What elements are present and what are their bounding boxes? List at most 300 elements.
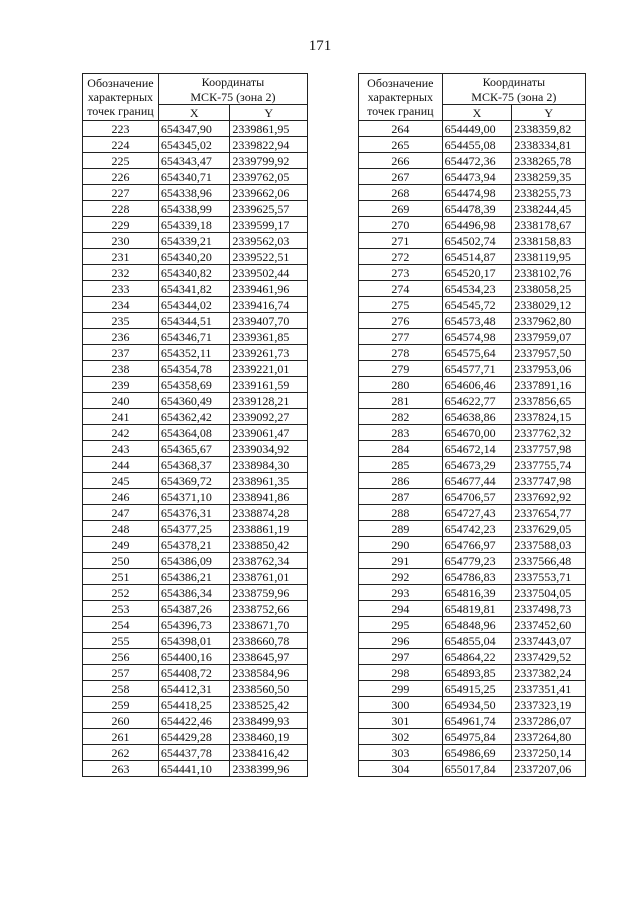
x-coordinate: 654368,37 [158,457,230,473]
point-number: 231 [83,249,159,265]
table-row [359,441,586,457]
x-coordinate: 654418,25 [158,697,230,713]
x-coordinate: 654727,43 [442,505,512,521]
x-coordinate: 654706,57 [442,489,512,505]
x-coordinate: 654358,69 [158,377,230,393]
coordinates-table-left [82,73,308,777]
point-number: 228 [83,201,159,217]
y-coordinate: 2338861,19 [230,521,308,537]
y-coordinate: 2339128,21 [230,393,308,409]
x-coordinate: 654473,94 [442,169,512,185]
point-number: 242 [83,425,159,441]
y-coordinate: 2337654,77 [512,505,586,521]
table-row [83,137,308,153]
table-row [83,761,308,777]
point-number: 283 [359,425,443,441]
x-coordinate: 654672,14 [442,441,512,457]
y-coordinate: 2338029,12 [512,297,586,313]
x-coordinate: 654362,42 [158,409,230,425]
x-coordinate: 654575,64 [442,345,512,361]
point-number: 230 [83,233,159,249]
y-coordinate: 2338058,25 [512,281,586,297]
y-coordinate: 2339407,70 [230,313,308,329]
table-row [83,681,308,697]
point-number: 268 [359,185,443,201]
point-number: 265 [359,137,443,153]
y-coordinate: 2339261,73 [230,345,308,361]
table-row [359,617,586,633]
table-row [359,713,586,729]
x-coordinate: 654400,16 [158,649,230,665]
y-coordinate: 2338584,96 [230,665,308,681]
table-row [83,585,308,601]
table-row [359,233,586,249]
y-coordinate: 2338460,19 [230,729,308,745]
x-coordinate: 654365,67 [158,441,230,457]
x-coordinate: 654386,21 [158,569,230,585]
header-x: X [442,105,512,121]
table-row [359,697,586,713]
y-coordinate: 2339221,01 [230,361,308,377]
point-number: 245 [83,473,159,489]
y-coordinate: 2337824,15 [512,409,586,425]
table-row [359,361,586,377]
x-coordinate: 654345,02 [158,137,230,153]
y-coordinate: 2337382,24 [512,665,586,681]
x-coordinate: 654478,39 [442,201,512,217]
point-number: 246 [83,489,159,505]
point-number: 286 [359,473,443,489]
x-coordinate: 654412,31 [158,681,230,697]
point-number: 257 [83,665,159,681]
x-coordinate: 654422,46 [158,713,230,729]
table-row [83,201,308,217]
table-row [359,569,586,585]
point-number: 263 [83,761,159,777]
table-row [359,121,586,137]
y-coordinate: 2338759,96 [230,585,308,601]
x-coordinate: 654986,69 [442,745,512,761]
y-coordinate: 2339061,47 [230,425,308,441]
table-row [359,377,586,393]
point-number: 229 [83,217,159,233]
point-number: 297 [359,649,443,665]
x-coordinate: 654340,71 [158,169,230,185]
x-coordinate: 654376,31 [158,505,230,521]
x-coordinate: 654520,17 [442,265,512,281]
point-number: 264 [359,121,443,137]
table-row [359,665,586,681]
point-number: 254 [83,617,159,633]
table-row [359,457,586,473]
y-coordinate: 2339625,57 [230,201,308,217]
point-number: 301 [359,713,443,729]
y-coordinate: 2338560,50 [230,681,308,697]
x-coordinate: 654545,72 [442,297,512,313]
header-point-designation: Обозначение характерных точек границ [83,74,159,121]
x-coordinate: 654577,71 [442,361,512,377]
point-number: 227 [83,185,159,201]
y-coordinate: 2338762,34 [230,553,308,569]
y-coordinate: 2338874,28 [230,505,308,521]
table-row [359,281,586,297]
point-number: 240 [83,393,159,409]
x-coordinate: 654338,96 [158,185,230,201]
table-row [83,489,308,505]
y-coordinate: 2338850,42 [230,537,308,553]
table-row [359,729,586,745]
table-row [83,665,308,681]
point-number: 293 [359,585,443,601]
point-number: 287 [359,489,443,505]
y-coordinate: 2337629,05 [512,521,586,537]
table-row [359,169,586,185]
point-number: 276 [359,313,443,329]
y-coordinate: 2339034,92 [230,441,308,457]
y-coordinate: 2338941,86 [230,489,308,505]
y-coordinate: 2338671,70 [230,617,308,633]
y-coordinate: 2337762,32 [512,425,586,441]
table-row [359,473,586,489]
x-coordinate: 654396,73 [158,617,230,633]
y-coordinate: 2337953,06 [512,361,586,377]
x-coordinate: 654429,28 [158,729,230,745]
point-number: 295 [359,617,443,633]
page-number: 171 [308,38,332,54]
point-number: 275 [359,297,443,313]
y-coordinate: 2339416,74 [230,297,308,313]
table-row [83,537,308,553]
point-number: 239 [83,377,159,393]
point-number: 234 [83,297,159,313]
y-coordinate: 2337498,73 [512,601,586,617]
x-coordinate: 654915,25 [442,681,512,697]
y-coordinate: 2339822,94 [230,137,308,153]
point-number: 289 [359,521,443,537]
x-coordinate: 654441,10 [158,761,230,777]
table-row [83,697,308,713]
table-row [83,457,308,473]
point-number: 247 [83,505,159,521]
point-number: 304 [359,761,443,777]
table-row [83,265,308,281]
table-row [359,649,586,665]
table-row [83,329,308,345]
y-coordinate: 2338416,42 [230,745,308,761]
point-number: 260 [83,713,159,729]
table-row [359,601,586,617]
point-number: 244 [83,457,159,473]
x-coordinate: 654387,26 [158,601,230,617]
table-row [83,441,308,457]
y-coordinate: 2337351,41 [512,681,586,697]
y-coordinate: 2339522,51 [230,249,308,265]
header-point-designation: Обозначение характерных точек границ [359,74,443,121]
x-coordinate: 654369,72 [158,473,230,489]
y-coordinate: 2338244,45 [512,201,586,217]
x-coordinate: 654677,44 [442,473,512,489]
x-coordinate: 654340,82 [158,265,230,281]
x-coordinate: 654496,98 [442,217,512,233]
table-row [359,585,586,601]
header-x: X [158,105,230,121]
x-coordinate: 654343,47 [158,153,230,169]
x-coordinate: 654893,85 [442,665,512,681]
y-coordinate: 2339861,95 [230,121,308,137]
table-row [83,377,308,393]
table-row [359,761,586,777]
table-row [83,345,308,361]
x-coordinate: 654344,51 [158,313,230,329]
table-row [83,217,308,233]
point-number: 290 [359,537,443,553]
point-number: 252 [83,585,159,601]
header-y: Y [512,105,586,121]
table-row [359,745,586,761]
point-number: 285 [359,457,443,473]
x-coordinate: 654502,74 [442,233,512,249]
point-number: 270 [359,217,443,233]
table-row [83,313,308,329]
point-number: 291 [359,553,443,569]
y-coordinate: 2338984,30 [230,457,308,473]
x-coordinate: 654339,21 [158,233,230,249]
table-row [83,121,308,137]
x-coordinate: 654344,02 [158,297,230,313]
y-coordinate: 2338119,95 [512,249,586,265]
y-coordinate: 2337957,50 [512,345,586,361]
table-row [359,681,586,697]
table-row [83,521,308,537]
y-coordinate: 2339662,06 [230,185,308,201]
y-coordinate: 2337264,80 [512,729,586,745]
x-coordinate: 654364,08 [158,425,230,441]
table-row [359,489,586,505]
x-coordinate: 655017,84 [442,761,512,777]
y-coordinate: 2338334,81 [512,137,586,153]
x-coordinate: 654340,20 [158,249,230,265]
table-row [83,633,308,649]
x-coordinate: 654371,10 [158,489,230,505]
point-number: 281 [359,393,443,409]
table-row [359,201,586,217]
table-row [83,361,308,377]
y-coordinate: 2337323,19 [512,697,586,713]
y-coordinate: 2339092,27 [230,409,308,425]
point-number: 253 [83,601,159,617]
point-number: 237 [83,345,159,361]
x-coordinate: 654573,48 [442,313,512,329]
y-coordinate: 2338359,82 [512,121,586,137]
y-coordinate: 2337755,74 [512,457,586,473]
table-row [359,537,586,553]
table-row [359,297,586,313]
table-row [83,729,308,745]
table-row [83,745,308,761]
y-coordinate: 2337553,71 [512,569,586,585]
y-coordinate: 2337856,65 [512,393,586,409]
y-coordinate: 2338499,93 [230,713,308,729]
point-number: 284 [359,441,443,457]
point-number: 279 [359,361,443,377]
y-coordinate: 2339161,59 [230,377,308,393]
table-row [359,249,586,265]
coordinates-table-right [358,73,586,777]
x-coordinate: 654346,71 [158,329,230,345]
y-coordinate: 2338761,01 [230,569,308,585]
y-coordinate: 2338259,35 [512,169,586,185]
header-y: Y [230,105,308,121]
table-row [83,281,308,297]
point-number: 255 [83,633,159,649]
table-row [83,505,308,521]
x-coordinate: 654339,18 [158,217,230,233]
header-coordinate-system: МСК-75 (зона 2) [442,89,585,105]
table-row [83,297,308,313]
x-coordinate: 654864,22 [442,649,512,665]
point-number: 226 [83,169,159,185]
table-row [359,521,586,537]
y-coordinate: 2338399,96 [230,761,308,777]
point-number: 236 [83,329,159,345]
table-row [83,169,308,185]
point-number: 243 [83,441,159,457]
header-coordinate-system: МСК-75 (зона 2) [158,89,307,105]
point-number: 274 [359,281,443,297]
x-coordinate: 654574,98 [442,329,512,345]
y-coordinate: 2337757,98 [512,441,586,457]
point-number: 241 [83,409,159,425]
header-coordinates: Координаты [158,74,307,90]
x-coordinate: 654816,39 [442,585,512,601]
table-row [83,233,308,249]
point-number: 277 [359,329,443,345]
point-number: 238 [83,361,159,377]
x-coordinate: 654786,83 [442,569,512,585]
point-number: 232 [83,265,159,281]
point-number: 269 [359,201,443,217]
point-number: 267 [359,169,443,185]
table-row [359,313,586,329]
x-coordinate: 654961,74 [442,713,512,729]
y-coordinate: 2339361,85 [230,329,308,345]
y-coordinate: 2337250,14 [512,745,586,761]
point-number: 266 [359,153,443,169]
point-number: 262 [83,745,159,761]
x-coordinate: 654534,23 [442,281,512,297]
x-coordinate: 654360,49 [158,393,230,409]
y-coordinate: 2337452,60 [512,617,586,633]
table-row [359,265,586,281]
table-row [359,553,586,569]
table-row [359,505,586,521]
x-coordinate: 654474,98 [442,185,512,201]
x-coordinate: 654514,87 [442,249,512,265]
y-coordinate: 2339461,96 [230,281,308,297]
y-coordinate: 2337443,07 [512,633,586,649]
point-number: 303 [359,745,443,761]
x-coordinate: 654437,78 [158,745,230,761]
x-coordinate: 654341,82 [158,281,230,297]
point-number: 300 [359,697,443,713]
x-coordinate: 654408,72 [158,665,230,681]
point-number: 249 [83,537,159,553]
x-coordinate: 654819,81 [442,601,512,617]
table-row [359,345,586,361]
table-row [83,569,308,585]
point-number: 250 [83,553,159,569]
x-coordinate: 654386,09 [158,553,230,569]
y-coordinate: 2339502,44 [230,265,308,281]
x-coordinate: 654673,29 [442,457,512,473]
point-number: 294 [359,601,443,617]
table-row [83,473,308,489]
x-coordinate: 654670,00 [442,425,512,441]
y-coordinate: 2338961,35 [230,473,308,489]
y-coordinate: 2338178,67 [512,217,586,233]
y-coordinate: 2337891,16 [512,377,586,393]
table-row [83,425,308,441]
x-coordinate: 654766,97 [442,537,512,553]
point-number: 292 [359,569,443,585]
point-number: 302 [359,729,443,745]
y-coordinate: 2338265,78 [512,153,586,169]
point-number: 282 [359,409,443,425]
table-row [83,601,308,617]
x-coordinate: 654472,36 [442,153,512,169]
x-coordinate: 654455,08 [442,137,512,153]
point-number: 288 [359,505,443,521]
y-coordinate: 2337429,52 [512,649,586,665]
point-number: 273 [359,265,443,281]
y-coordinate: 2337588,03 [512,537,586,553]
x-coordinate: 654848,96 [442,617,512,633]
y-coordinate: 2339562,03 [230,233,308,249]
x-coordinate: 654386,34 [158,585,230,601]
y-coordinate: 2337286,07 [512,713,586,729]
x-coordinate: 654378,21 [158,537,230,553]
point-number: 272 [359,249,443,265]
y-coordinate: 2338102,76 [512,265,586,281]
y-coordinate: 2337566,48 [512,553,586,569]
y-coordinate: 2338752,66 [230,601,308,617]
x-coordinate: 654352,11 [158,345,230,361]
y-coordinate: 2338660,78 [230,633,308,649]
y-coordinate: 2337959,07 [512,329,586,345]
y-coordinate: 2337504,05 [512,585,586,601]
point-number: 233 [83,281,159,297]
x-coordinate: 654449,00 [442,121,512,137]
point-number: 256 [83,649,159,665]
table-row [359,633,586,649]
point-number: 296 [359,633,443,649]
point-number: 223 [83,121,159,137]
table-row [83,617,308,633]
table-row [359,409,586,425]
x-coordinate: 654606,46 [442,377,512,393]
table-row [359,185,586,201]
point-number: 299 [359,681,443,697]
x-coordinate: 654354,78 [158,361,230,377]
y-coordinate: 2337692,92 [512,489,586,505]
point-number: 259 [83,697,159,713]
table-row [359,425,586,441]
x-coordinate: 654742,23 [442,521,512,537]
table-row [83,713,308,729]
y-coordinate: 2337747,98 [512,473,586,489]
x-coordinate: 654638,86 [442,409,512,425]
point-number: 258 [83,681,159,697]
